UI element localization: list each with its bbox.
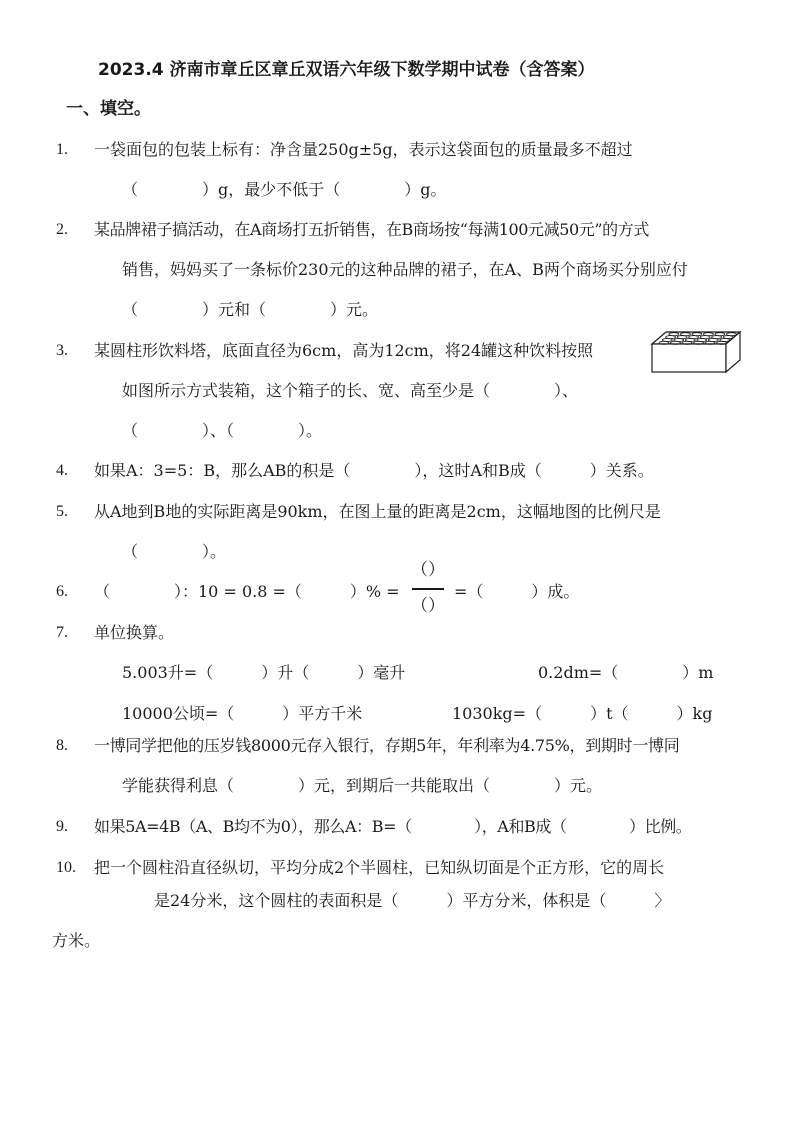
question-10-line-2: 是24分米，这个圆柱的表面积是（ ）平方分米，体积是（ 〉 [154, 891, 671, 910]
fraction-denominator: （） [411, 596, 445, 616]
question-8-line-2: 学能获得利息（ ）元，到期后一共能取出（ ）元。 [122, 776, 603, 795]
question-1-line-1: 一袋面包的包装上标有：净含量250g±5g，表示这袋面包的质量最多不超过 [94, 140, 633, 159]
question-3-line-1: 某圆柱形饮料塔，底面直径为6cm，高为12cm，将24罐这种饮料按照 [94, 341, 594, 360]
question-1-line-2: （ ）g，最少不低于（ ）g。 [122, 180, 447, 199]
question-4-line-1: 如果A：3=5：B，那么AB的积是（ ），这时A和B成（ ）关系。 [94, 461, 654, 480]
unit-conversion-1: 5.003升=（ ）升（ ）毫升 [122, 663, 406, 682]
question-number: 6. [56, 583, 68, 600]
drink-box-figure [650, 330, 742, 374]
question-5-line-1: 从A地到B地的实际距离是90km，在图上量的距离是2cm，这幅地图的比例尺是 [94, 502, 661, 521]
fraction-numerator: （） [411, 560, 445, 580]
question-10-line-3: 方米。 [52, 931, 101, 950]
question-number: 7. [56, 624, 68, 641]
question-number: 2. [56, 221, 68, 238]
section-heading: 一、填空。 [66, 99, 151, 119]
question-number: 5. [56, 503, 68, 520]
question-number: 1. [56, 141, 68, 158]
unit-conversion-4: 1030kg=（ ）t（ ）kg [452, 704, 713, 723]
question-6-left: （ ）：10 = 0.8 =（ ）% = [94, 582, 400, 601]
unit-conversion-3: 10000公顷=（ ）平方千米 [122, 704, 363, 723]
question-8-line-1: 一博同学把他的压岁钱8000元存入银行，存期5年，年利率为4.75%，到期时一博同 [94, 736, 680, 755]
fraction-bar [412, 588, 444, 590]
question-number: 3. [56, 342, 68, 359]
question-10-line-1: 把一个圆柱沿直径纵切，平均分成2个半圆柱，已知纵切面是个正方形，它的周长 [94, 858, 665, 877]
question-9-line-1: 如果5A=4B（A、B均不为0），那么A：B=（ ），A和B成（ ）比例。 [94, 817, 692, 836]
question-2-line-1: 某品牌裙子搞活动，在A商场打五折销售，在B商场按“每满100元减50元”的方式 [94, 220, 649, 239]
question-number: 4. [56, 462, 68, 479]
question-2-line-3: （ ）元和（ ）元。 [122, 300, 379, 319]
question-number: 9. [56, 818, 68, 835]
question-5-line-2: （ ）。 [122, 542, 227, 561]
fraction-blank [410, 558, 446, 620]
question-3-line-3: （ ）、（ ）。 [122, 421, 323, 440]
page-title: 2023.4 济南市章丘区章丘双语六年级下数学期中试卷（含答案） [98, 60, 595, 80]
question-6-right: =（ ）成。 [454, 582, 580, 601]
question-number: 8. [56, 737, 68, 754]
question-3-line-2: 如图所示方式装箱，这个箱子的长、宽、高至少是（ ）、 [122, 381, 579, 400]
question-2-line-2: 销售，妈妈买了一条标价230元的这种品牌的裙子，在A、B两个商场买分别应付 [122, 260, 688, 279]
question-number: 10. [56, 859, 76, 876]
question-7-line-1: 单位换算。 [94, 623, 175, 642]
unit-conversion-2: 0.2dm=（ ）m [538, 663, 714, 682]
